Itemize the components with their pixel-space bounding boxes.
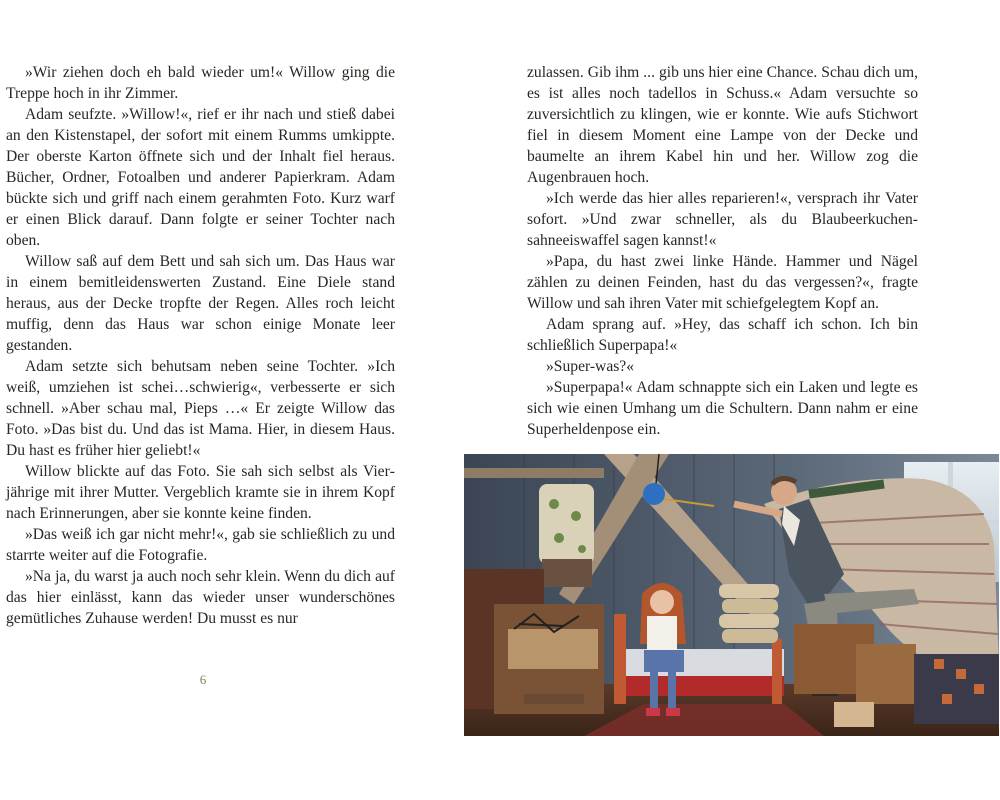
paragraph: »Ich werde das hier alles reparieren!«, versprach ihr Vater sofort. »Und zwar schneller, als du Blaubeerkuchensahneeiswaffel sagen kannst!«: [527, 190, 918, 249]
attic-scene-photo: [464, 454, 999, 736]
paragraph: Willow saß auf dem Bett und sah sich um. Das Haus war in einem bemitleidenswerten Zustand. Eine Diele stand heraus, aus der Decke tropfte der Regen. Alles roch leicht muffig, denn das Haus war schon einige Monate leer gestanden.: [6, 253, 395, 354]
paragraph: »Superpapa!« Adam schnappte sich ein Laken und legte es sich wie einen Umhang um die Schultern. Dann nahm er eine Superheldenpose ein.: [527, 379, 918, 438]
paragraph: Adam seufzte. »Willow!«, rief er ihr nach und stieß dabei an den Kistenstapel, der sofort mit einem Rumms umkippte. Der oberste Karton öffnete sich und der Inhalt fiel heraus. Bücher, Ordner, Fotoalben und anderer Papierkram. Adam bückte sich und griff nach einem gerahmten Foto. Kurz warf er einen Blick darauf. Dann folgte er seiner Tochter nach oben.: [6, 106, 395, 249]
right-text-column: [527, 62, 918, 440]
paragraph: »Papa, du hast zwei linke Hände. Hammer und Nägel zählen zu deinen Feinden, hast du das vergessen?«, fragte Willow und sah ihren Vater mit schiefgelegtem Kopf an.: [527, 253, 918, 312]
paragraph: Adam setzte sich behutsam neben seine Tochter. »Ich weiß, umziehen ist schei…schwierig«, verbesserte er sich schnell. »Aber schau mal, Pieps …« Er zeigte Willow das Foto. »Das bist du. Und das ist Mama. Hier, in diesem Haus. Du hast es früher hier geliebt!«: [6, 358, 395, 459]
paragraph: Willow blickte auf das Foto. Sie sah sich selbst als Vierjährige mit ihrer Mutter. Vergeblich kramte sie in ihrem Kopf nach Erinnerungen, aber sie konnte keine finden.: [6, 463, 395, 522]
paragraph: Adam sprang auf. »Hey, das schaff ich schon. Ich bin schließlich Superpapa!«: [527, 316, 918, 354]
paragraph: »Das weiß ich gar nicht mehr!«, gab sie schließlich zu und starrte weiter auf die Fotografie.: [6, 526, 395, 564]
paragraph: »Na ja, du warst ja auch noch sehr klein. Wenn du dich auf das hier einlässt, kann das wieder unser wunderschönes gemütliches Zuhause werden! Du musst es nur: [6, 568, 395, 627]
paragraph: »Super-was?«: [546, 358, 635, 375]
paragraph: »Wir ziehen doch eh bald wieder um!« Willow ging die Treppe hoch in ihr Zimmer.: [6, 64, 395, 102]
page-number: 6: [199, 672, 207, 687]
left-text-column: [6, 62, 395, 629]
paragraph: zulassen. Gib ihm ... gib uns hier eine Chance. Schau dich um, es ist alles noch tadellos in Schuss.« Adam versuchte so zuversichtlich zu klingen, wie er konnte. Wie aufs Stichwort fiel in diesem Moment eine Lampe von der Decke und baumelte an ihrem Kabel hin und her. Willow zog die Augenbrauen hoch.: [527, 64, 918, 186]
right-page: [500, 0, 1000, 800]
